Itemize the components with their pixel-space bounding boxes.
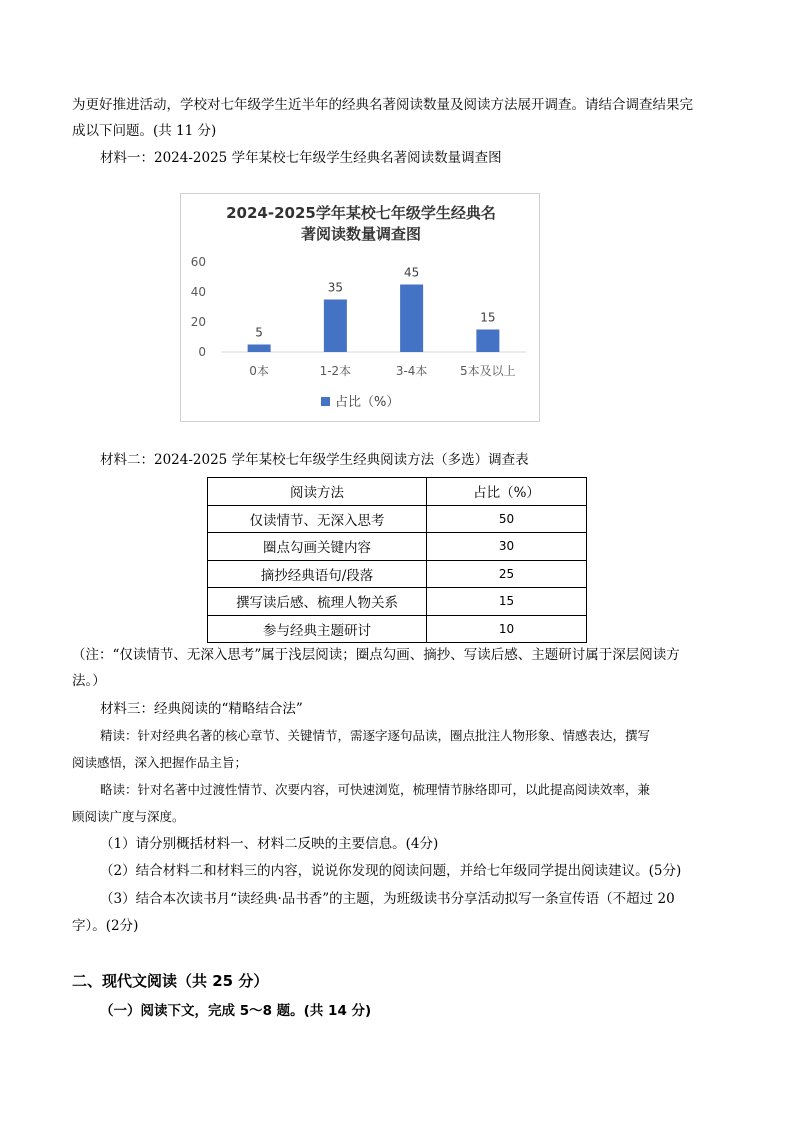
- y-tick-label: 60: [190, 255, 206, 269]
- table-row: [208, 615, 587, 643]
- note-line-1: （注：“仅读情节、无深入思考”属于浅层阅读；圈点勾画、摘抄、写读后感、主题研讨属于深层阅读方: [72, 647, 680, 663]
- chart-title-line-2: 著阅读数量调查图: [300, 225, 422, 243]
- luedu-line-1: 略读：针对名著中过渡性情节、次要内容，可快速浏览，梳理情节脉络即可，以此提高阅读效率，兼: [100, 782, 651, 797]
- note-line-2: 法。）: [72, 673, 106, 689]
- material-1-caption: 材料一：2024-2025 学年某校七年级学生经典名著阅读数量调查图: [100, 150, 502, 166]
- table-cell-method: 参与经典主题研讨: [208, 615, 427, 643]
- data-label: 35: [327, 280, 344, 295]
- jingdu-line-1: 精读：针对经典名著的核心章节、关键情节，需逐字逐句品读，圈点批注人物形象、情感表达，撰写: [100, 728, 651, 743]
- table-cell-method: 仅读情节、无深入思考: [208, 505, 427, 533]
- legend-label: 占比（%）: [335, 395, 400, 410]
- table-cell-percent: 15: [427, 588, 587, 616]
- table-cell-percent: 25: [427, 560, 587, 588]
- question-3-line-2: 字）。(2分): [72, 918, 139, 934]
- question-2: （2）结合材料二和材料三的内容，说说你发现的阅读问题，并给七年级同学提出阅读建议。(5分): [100, 863, 682, 879]
- table-header-row: [208, 478, 587, 506]
- question-3-line-1: （3）结合本次读书月“读经典·品书香”的主题，为班级读书分享活动拟写一条宣传语（不超过 20: [100, 891, 675, 907]
- x-tick-label: 0本: [249, 364, 269, 378]
- data-label: 45: [403, 265, 420, 280]
- table-cell-method: 撰写读后感、梳理人物关系: [208, 588, 427, 616]
- section-2-heading: 二、现代文阅读（共 25 分）: [72, 972, 269, 990]
- data-label: 5: [255, 325, 263, 340]
- material-3-caption: 材料三：经典阅读的“精略结合法”: [100, 701, 303, 717]
- reading-count-chart: [180, 193, 540, 422]
- section-2-subheading: （一）阅读下文，完成 5～8 题。(共 14 分): [100, 1003, 372, 1019]
- data-label: 15: [480, 310, 496, 325]
- chart-canvas: [181, 194, 539, 421]
- reading-method-table: [207, 477, 587, 643]
- bar: [400, 285, 423, 353]
- x-tick-label: 1-2本: [319, 364, 352, 378]
- x-tick-label: 5本及以上: [460, 364, 516, 378]
- table-row: [208, 533, 587, 561]
- table-cell-percent: 50: [427, 505, 587, 533]
- bar: [476, 330, 499, 353]
- bar: [324, 300, 347, 353]
- table-cell-percent: 10: [427, 615, 587, 643]
- legend-swatch: [321, 397, 330, 406]
- table-row: [208, 588, 587, 616]
- y-tick-label: 0: [198, 345, 206, 359]
- intro-line-2: 成以下问题。(共 11 分): [72, 123, 217, 139]
- table-cell-method: 摘抄经典语句/段落: [208, 560, 427, 588]
- jingdu-line-2: 阅读感悟，深入把握作品主旨；: [72, 755, 248, 770]
- intro-line-1: 为更好推进活动，学校对七年级学生近半年的经典名著阅读数量及阅读方法展开调查。请结合调查结果完: [72, 97, 693, 113]
- material-2-caption: 材料二：2024-2025 学年某校七年级学生经典阅读方法（多选）调查表: [100, 452, 529, 468]
- bar: [248, 345, 271, 353]
- table-row: [208, 560, 587, 588]
- table-header-method: 阅读方法: [208, 478, 427, 506]
- table-header-percent: 占比（%）: [427, 478, 587, 506]
- chart-title-line-1: 2024-2025学年某校七年级学生经典名: [226, 204, 496, 222]
- table-cell-method: 圈点勾画关键内容: [208, 533, 427, 561]
- table-cell-percent: 30: [427, 533, 587, 561]
- y-tick-label: 20: [190, 315, 206, 329]
- luedu-line-2: 顾阅读广度与深度。: [72, 809, 185, 824]
- table-row: [208, 505, 587, 533]
- y-tick-label: 40: [190, 285, 206, 299]
- question-1: （1）请分别概括材料一、材料二反映的主要信息。(4分): [100, 836, 439, 852]
- x-tick-label: 3-4本: [395, 364, 428, 378]
